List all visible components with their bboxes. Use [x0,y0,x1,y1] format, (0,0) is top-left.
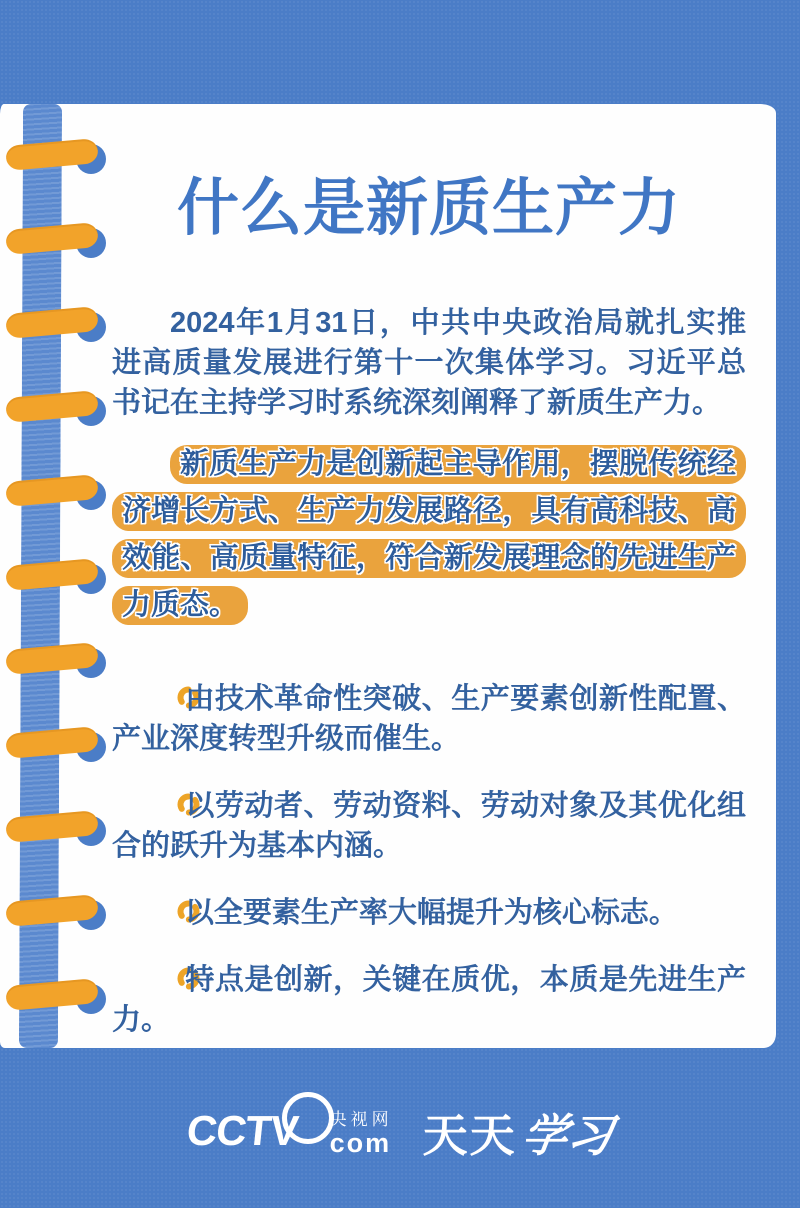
cctv-wordmark: CCTV [184,1107,301,1154]
slogan-part2: 学习 [518,1109,616,1161]
binder-ring [6,981,110,1015]
cctv-site-block [330,1111,393,1157]
key-point-text: 特点是创新，关键在质优，本质是先进生产力。 [112,964,746,1036]
binder-ring [6,141,110,175]
binder-ring [6,729,110,763]
highlight-paragraph [112,441,746,629]
slogan-part1: 天天 [422,1109,517,1161]
binder-rings [0,0,130,1208]
binder-ring [6,309,110,343]
binder-ring [6,225,110,259]
key-point-item [112,893,746,933]
cycle-arrow-icon [144,895,169,920]
cycle-arrow-icon [144,962,169,987]
binder-ring [6,561,110,595]
cycle-arrow-icon [144,788,169,813]
cctv-com-label: com [329,1127,392,1158]
key-point-item [112,960,746,1040]
binder-ring [6,645,110,679]
key-point-text: 以全要素生产率大幅提升为核心标志。 [184,897,678,929]
key-point-text: 以劳动者、劳动资料、劳动对象及其优化组合的跃升为基本内涵。 [112,790,746,862]
page-title: 什么是新质生产力 [176,174,681,243]
key-points-list [112,679,746,1040]
binder-ring [6,393,110,427]
poster-content [112,104,746,1067]
cycle-arrow-icon [144,681,169,706]
binder-ring [6,813,110,847]
footer [0,1086,800,1176]
binder-ring [6,897,110,931]
key-point-item [112,786,746,866]
highlighted-text: 新质生产力是创新起主导作用，摆脱传统经济增长方式、生产力发展路径，具有高科技、高效能、高质量特征，符合新发展理念的先进生产力质态。 [112,445,746,625]
cctv-logo [184,1105,393,1158]
key-point-text: 由技术革命性突破、生产要素创新性配置、产业深度转型升级而催生。 [112,683,746,755]
cctv-site-label: 央视网 [329,1109,393,1129]
key-point-item [112,679,746,759]
intro-paragraph: 2024年1月31日，中共中央政治局就扎实推进高质量发展进行第十一次集体学习。习近平总书记在主持学习时系统深刻阐释了新质生产力。 [112,307,746,419]
binder-ring [6,477,110,511]
slogan-calligraphy [422,1099,616,1164]
